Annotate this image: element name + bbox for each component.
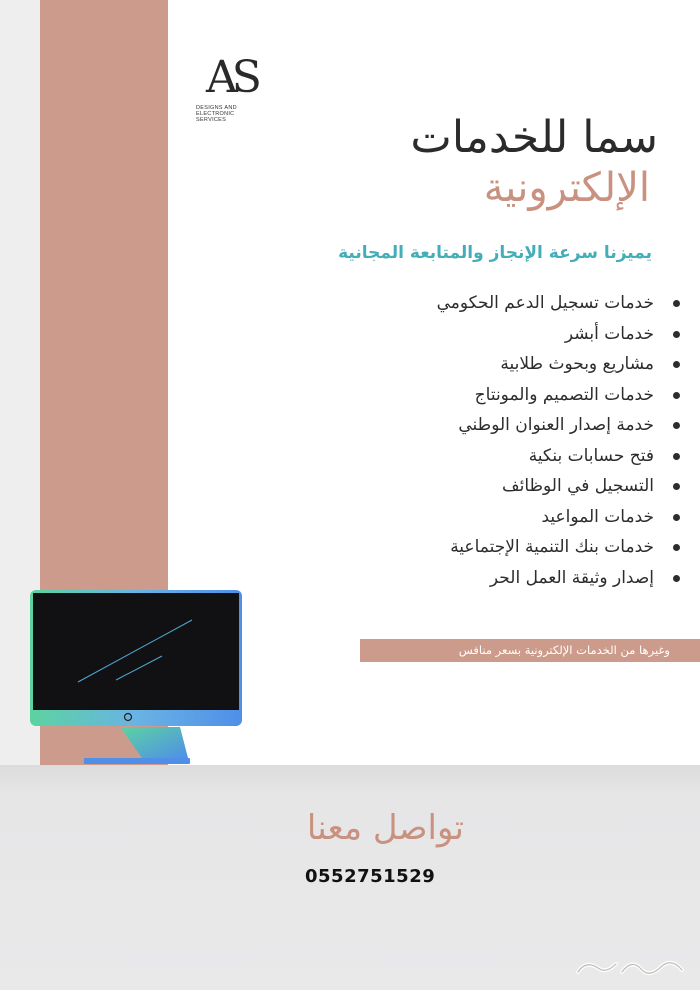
service-label: التسجيل في الوظائف [501,476,654,496]
page-subtitle: الإلكترونية [483,165,650,211]
note-banner [360,639,700,662]
note-text: وغيرها من الخدمات الإلكترونية بسعر منافس [458,643,670,657]
service-item [360,288,680,319]
bullet-icon [673,575,680,582]
logo-subtitle: DESIGNS AND ELECTRONIC SERVICES [196,105,237,123]
service-label: خدمات بنك التنمية الإجتماعية [450,537,654,557]
bullet-icon [673,422,680,429]
service-item [360,380,680,411]
bullet-icon [673,361,680,368]
service-label: إصدار وثيقة العمل الحر [489,567,654,588]
service-label: خدمات أبشر [564,323,654,344]
service-item [360,532,680,563]
services-list [360,288,680,593]
phone-number[interactable]: 0552751529 [305,866,436,887]
bullet-icon [673,300,680,307]
service-label: خدمات المواعيد [541,506,654,527]
service-label: فتح حسابات بنكية [528,445,654,466]
bullet-icon [673,483,680,490]
service-item [360,563,680,594]
brand-logo [196,52,276,132]
service-label: خدمات تسجيل الدعم الحكومي [436,293,654,313]
haraj-watermark-icon [572,950,690,984]
service-item [360,319,680,350]
computer-monitor-icon [30,590,244,770]
service-item [360,471,680,502]
service-item [360,410,680,441]
bullet-icon [673,331,680,338]
page-title: سما للخدمات [410,112,658,163]
service-label: خدمات التصميم والمونتاج [474,384,654,405]
service-item [360,502,680,533]
contact-title: تواصل معنا [306,808,464,848]
tagline: يميزنا سرعة الإنجاز والمتابعة المجانية [338,243,652,263]
bullet-icon [673,453,680,460]
service-item [360,441,680,472]
service-label: خدمة إصدار العنوان الوطني [458,415,654,435]
logo-letters: AS [206,52,256,103]
bullet-icon [673,392,680,399]
service-label: مشاريع وبحوث طلابية [500,354,654,374]
service-item [360,349,680,380]
bullet-icon [673,544,680,551]
bullet-icon [673,514,680,521]
